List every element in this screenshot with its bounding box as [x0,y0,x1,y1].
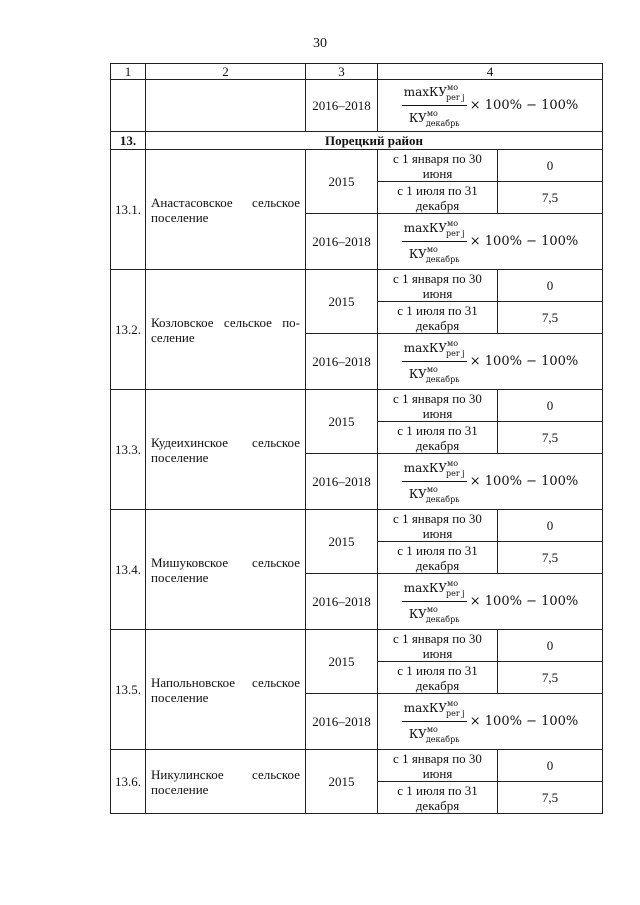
formula-cell [378,574,603,630]
row-number: 13.4. [111,510,146,630]
period-cell: с 1 июля по 31 декабря [378,422,498,454]
formula-fraction: $\frac{\max КУ^{мо}_{per j}}{КУ^{мо}_{декабрь}}$ [403,219,465,264]
table-row [111,80,603,132]
value-cell: 7,5 [498,782,603,814]
page-number: 30 [313,36,327,51]
years-cell: 2016–2018 [306,80,378,132]
header-col-2: 2 [146,64,306,80]
empty-cell [111,80,146,132]
empty-cell [146,80,306,132]
years-cell: 2016–2018 [306,574,378,630]
value-cell: 7,5 [498,662,603,694]
period-cell: с 1 января по 30 июня [378,510,498,542]
formula-tail: × 100% − 100% [469,594,579,609]
formula-tail: × 100% − 100% [469,98,579,113]
row-number: 13.6. [111,750,146,814]
settlement-name: Напольновское сельское поселение [146,630,306,750]
formula-tail: × 100% − 100% [469,234,579,249]
formula-fraction: $\frac{\max КУ^{мо}_{per j}}{КУ^{мо}_{декабрь}}$ [403,459,465,504]
year-cell: 2015 [306,750,378,814]
row-number: 13.1. [111,150,146,270]
period-cell: с 1 июля по 31 декабря [378,662,498,694]
table-row [111,750,603,782]
table-row [111,270,603,302]
header-row [111,64,603,80]
value-cell: 0 [498,390,603,422]
period-cell: с 1 января по 30 июня [378,630,498,662]
settlement-name: Никулинское сельское поселение [146,750,306,814]
section-row [111,132,603,150]
period-cell: с 1 января по 30 июня [378,270,498,302]
value-cell: 7,5 [498,302,603,334]
formula-cell [378,334,603,390]
years-cell: 2016–2018 [306,214,378,270]
formula-cell [378,80,603,132]
section-number: 13. [111,132,146,150]
settlement-name: Козловское сельское по-селение [146,270,306,390]
years-cell: 2016–2018 [306,454,378,510]
period-cell: с 1 июля по 31 декабря [378,182,498,214]
settlement-name: Мишуковское сельское поселение [146,510,306,630]
value-cell: 7,5 [498,422,603,454]
formula-tail: × 100% − 100% [469,354,579,369]
value-cell: 7,5 [498,182,603,214]
settlement-name: Кудеихинское сельское поселение [146,390,306,510]
years-cell: 2016–2018 [306,694,378,750]
formula-cell [378,454,603,510]
period-cell: с 1 января по 30 июня [378,750,498,782]
value-cell: 0 [498,270,603,302]
section-title: Порецкий район [146,132,603,150]
value-cell: 0 [498,750,603,782]
header-col-4: 4 [378,64,603,80]
year-cell: 2015 [306,270,378,334]
formula-tail: × 100% − 100% [469,474,579,489]
formula-cell [378,214,603,270]
table-row [111,150,603,182]
tariff-table [110,63,603,814]
formula-fraction: $\frac{\max КУ^{мо}_{per j}}{КУ^{мо}_{декабрь}}$ [403,699,465,744]
header-col-1: 1 [111,64,146,80]
year-cell: 2015 [306,390,378,454]
value-cell: 7,5 [498,542,603,574]
header-col-3: 3 [306,64,378,80]
year-cell: 2015 [306,630,378,694]
formula-fraction: $\frac{\max КУ^{мо}_{per j}}{КУ^{мо}_{декабрь}}$ [403,83,465,128]
table-row [111,510,603,542]
row-number: 13.5. [111,630,146,750]
period-cell: с 1 июля по 31 декабря [378,542,498,574]
settlement-name: Анастасовское сельское поселение [146,150,306,270]
year-cell: 2015 [306,150,378,214]
table-row [111,390,603,422]
period-cell: с 1 июля по 31 декабря [378,302,498,334]
row-number: 13.2. [111,270,146,390]
formula-fraction: $\frac{\max КУ^{мо}_{per j}}{КУ^{мо}_{декабрь}}$ [403,339,465,384]
formula-fraction: $\frac{\max КУ^{мо}_{per j}}{КУ^{мо}_{декабрь}}$ [403,579,465,624]
value-cell: 0 [498,150,603,182]
row-number: 13.3. [111,390,146,510]
value-cell: 0 [498,630,603,662]
period-cell: с 1 июля по 31 декабря [378,782,498,814]
formula-tail: × 100% − 100% [469,714,579,729]
table-row [111,630,603,662]
period-cell: с 1 января по 30 июня [378,150,498,182]
value-cell: 0 [498,510,603,542]
period-cell: с 1 января по 30 июня [378,390,498,422]
formula-cell [378,694,603,750]
year-cell: 2015 [306,510,378,574]
years-cell: 2016–2018 [306,334,378,390]
